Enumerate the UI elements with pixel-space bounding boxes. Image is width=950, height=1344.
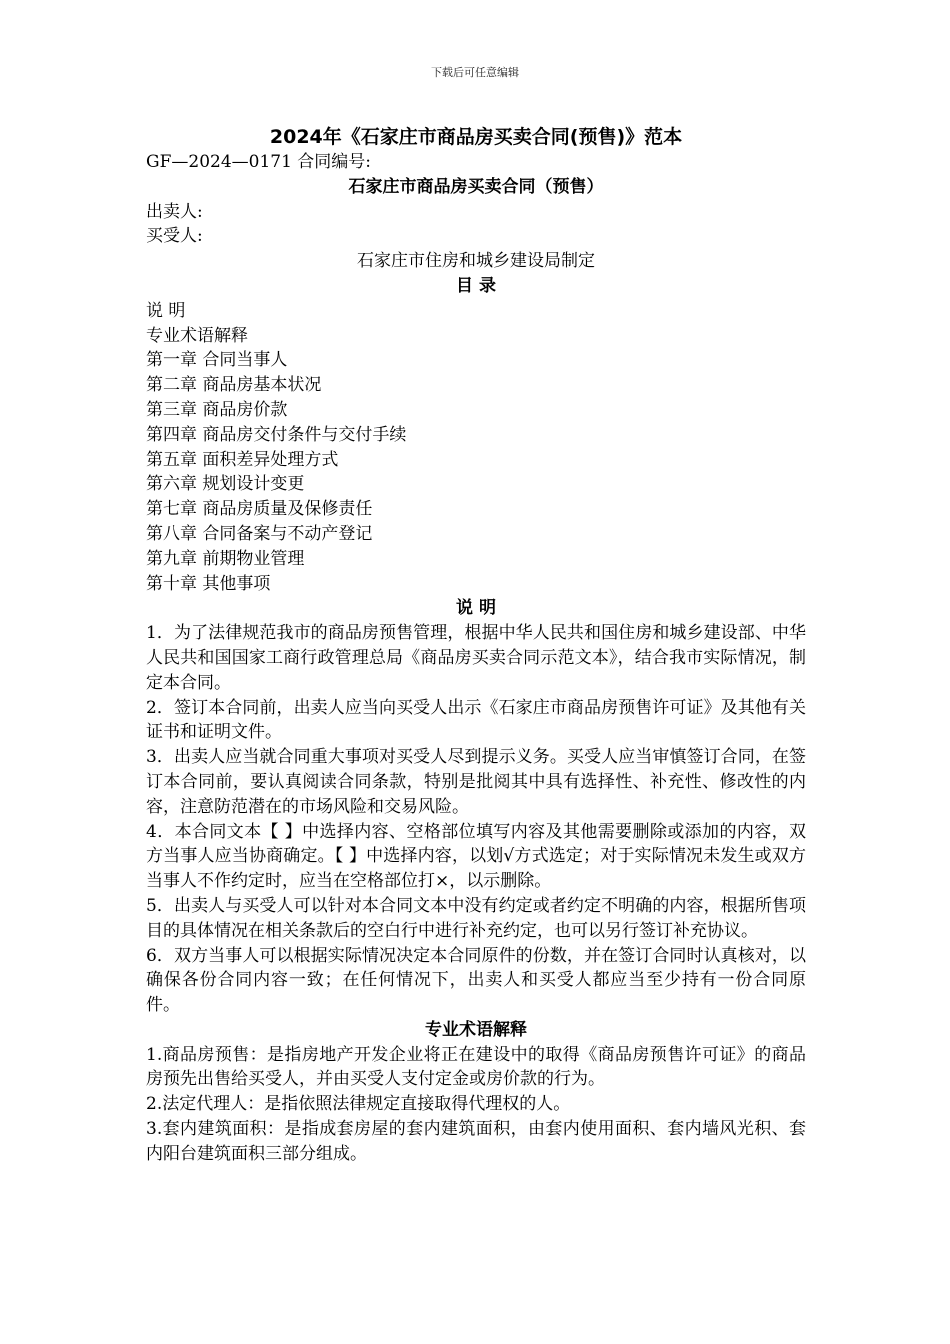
toc-item: 专业术语解释 (146, 325, 248, 346)
instruction-paragraph: 4．本合同文本【 】中选择内容、空格部位填写内容及其他需要删除或添加的内容，双方当事人应当协商确定。【 】中选择内容，以划√方式选定；对于实际情况未发生或双方当事人不作约定时，应当在空格部位打×，以示删除。 (146, 821, 806, 892)
page-header: 下载后可任意编辑 (431, 66, 519, 79)
table-of-contents (146, 299, 806, 597)
terms-heading: 专业术语解释 (425, 1019, 527, 1040)
instruction-paragraph: 3．出卖人应当就合同重大事项对买受人尽到提示义务。买受人应当审慎签订合同，在签订本合同前，要认真阅读合同条款，特别是批阅其中具有选择性、补充性、修改性的内容，注意防范潜在的市场风险和交易风险。 (146, 747, 806, 817)
seller-field: 出卖人: (146, 201, 203, 222)
document-title: 2024年《石家庄市商品房买卖合同(预售)》范本 (269, 126, 683, 148)
toc-item: 第三章 商品房价款 (146, 399, 288, 420)
toc-item: 第二章 商品房基本状况 (146, 375, 322, 396)
terms-section (146, 1043, 806, 1167)
toc-item: 第十章 其他事项 (146, 573, 271, 594)
toc-item: 第七章 商品房质量及保修责任 (146, 499, 373, 520)
toc-item: 第八章 合同备案与不动产登记 (146, 523, 373, 544)
instructions-heading: 说 明 (456, 598, 496, 619)
document-subtitle: 石家庄市商品房买卖合同（预售） (348, 176, 604, 197)
instructions-section (146, 621, 806, 1018)
issuer-line: 石家庄市住房和城乡建设局制定 (357, 251, 595, 272)
toc-item: 第六章 规划设计变更 (146, 474, 305, 495)
toc-item: 第九章 前期物业管理 (146, 548, 305, 569)
toc-item: 第四章 商品房交付条件与交付手续 (146, 424, 407, 445)
instruction-paragraph: 6．双方当事人可以根据实际情况决定本合同原件的份数，并在签订合同时认真核对，以确保各份合同内容一致；在任何情况下，出卖人和买受人都应当至少持有一份合同原件。 (146, 945, 806, 1016)
term-paragraph: 1.商品房预售：是指房地产开发企业将正在建设中的取得《商品房预售许可证》的商品房预先出售给买受人，并由买受人支付定金或房价款的行为。 (146, 1044, 806, 1090)
term-paragraph: 3.套内建筑面积：是指成套房屋的套内建筑面积，由套内使用面积、套内墙风光积、套内阳台建筑面积三部分组成。 (146, 1119, 806, 1164)
toc-heading: 目 录 (456, 275, 496, 296)
toc-item: 第五章 面积差异处理方式 (146, 449, 339, 470)
instruction-paragraph: 1．为了法律规范我市的商品房预售管理，根据中华人民共和国住房和城乡建设部、中华人民共和国国家工商行政管理总局《商品房买卖合同示范文本》，结合我市实际情况，制定本合同。 (146, 623, 806, 693)
contract-code: GF—2024—0171 合同编号: (146, 152, 372, 172)
instruction-paragraph: 2．签订本合同前，出卖人应当向买受人出示《石家庄市商品房预售许可证》及其他有关证书和证明文件。 (146, 697, 806, 743)
buyer-field: 买受人: (146, 226, 203, 247)
instruction-paragraph: 5．出卖人与买受人可以针对本合同文本中没有约定或者约定不明确的内容，根据所售项目的具体情况在相关条款后的空白行中进行补充约定，也可以另行签订补充协议。 (146, 895, 806, 941)
toc-item: 第一章 合同当事人 (146, 350, 288, 371)
toc-item: 说 明 (146, 300, 186, 321)
document-body (146, 124, 806, 1167)
term-paragraph: 2.法定代理人：是指依照法律规定直接取得代理权的人。 (146, 1094, 571, 1115)
